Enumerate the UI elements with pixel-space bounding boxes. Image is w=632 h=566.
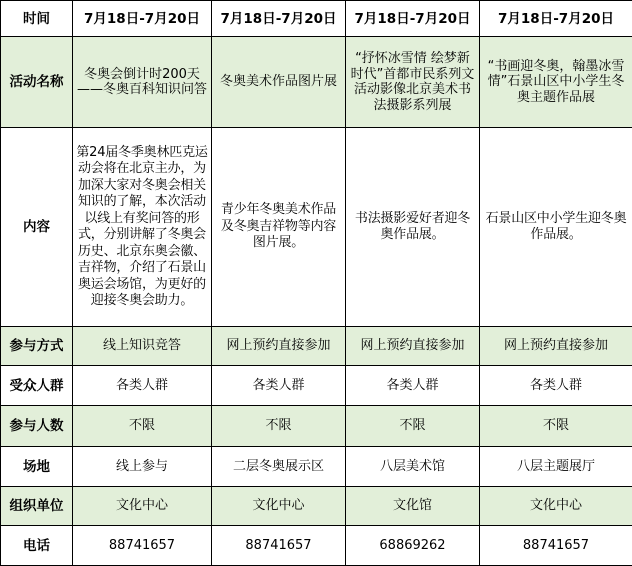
row-label: 电话 — [1, 526, 73, 566]
participation-row — [1, 327, 632, 366]
row-label: 组织单位 — [1, 487, 73, 526]
row-label: 场地 — [1, 447, 73, 487]
venue-cell: 八层美术馆 — [346, 447, 480, 487]
phone-cell: 88741657 — [480, 526, 632, 566]
audience-row — [1, 366, 632, 406]
audience-cell: 各类人群 — [480, 366, 632, 406]
row-label: 参与人数 — [1, 406, 73, 447]
date-header: 7月18日-7月20日 — [480, 1, 632, 37]
content-cell: 青少年冬奥美术作品及冬奥吉祥物等内容图片展。 — [212, 128, 346, 327]
time-header-label: 时间 — [1, 1, 73, 37]
content-cell: 石景山区中小学生迎冬奥作品展。 — [480, 128, 632, 327]
venue-cell: 线上参与 — [73, 447, 212, 487]
audience-cell: 各类人群 — [212, 366, 346, 406]
row-label: 受众人群 — [1, 366, 73, 406]
date-header: 7月18日-7月20日 — [73, 1, 212, 37]
organizer-cell: 文化中心 — [480, 487, 632, 526]
participation-cell: 网上预约直接参加 — [346, 327, 480, 366]
content-row — [1, 128, 632, 327]
date-header: 7月18日-7月20日 — [346, 1, 480, 37]
audience-cell: 各类人群 — [73, 366, 212, 406]
venue-row — [1, 447, 632, 487]
phone-row — [1, 526, 632, 566]
participant-count-cell: 不限 — [346, 406, 480, 447]
date-header: 7月18日-7月20日 — [212, 1, 346, 37]
activity-name-row — [1, 37, 632, 128]
phone-cell: 88741657 — [212, 526, 346, 566]
participant-count-cell: 不限 — [480, 406, 632, 447]
content-cell: 书法摄影爱好者迎冬奥作品展。 — [346, 128, 480, 327]
activity-name-cell: 冬奥美术作品图片展 — [212, 37, 346, 128]
content-cell: 第24届冬季奥林匹克运动会将在北京主办，为加深大家对冬奥会相关知识的了解，本次活动以线上有奖问答的形式，分别讲解了冬奥会历史、北京东奥会徽、吉祥物，介绍了石景山奥运会场馆，为更好的迎接冬奥会助力。 — [73, 128, 212, 327]
participation-cell: 网上预约直接参加 — [212, 327, 346, 366]
venue-cell: 八层主题展厅 — [480, 447, 632, 487]
participant-count-row — [1, 406, 632, 447]
phone-cell: 68869262 — [346, 526, 480, 566]
venue-cell: 二层冬奥展示区 — [212, 447, 346, 487]
organizer-cell: 文化中心 — [212, 487, 346, 526]
row-label: 内容 — [1, 128, 73, 327]
activity-name-cell: 冬奥会倒计时200天——冬奥百科知识问答 — [73, 37, 212, 128]
organizer-cell: 文化馆 — [346, 487, 480, 526]
organizer-cell: 文化中心 — [73, 487, 212, 526]
row-label: 活动名称 — [1, 37, 73, 128]
activity-name-cell: “抒怀冰雪情 绘梦新时代”首都市民系列文活动影像北京美术书法摄影系列展 — [346, 37, 480, 128]
audience-cell: 各类人群 — [346, 366, 480, 406]
participant-count-cell: 不限 — [212, 406, 346, 447]
participant-count-cell: 不限 — [73, 406, 212, 447]
phone-cell: 88741657 — [73, 526, 212, 566]
activity-name-cell: “书画迎冬奥，翰墨冰雪情”石景山区中小学生冬奥主题作品展 — [480, 37, 632, 128]
organizer-row — [1, 487, 632, 526]
header-row — [1, 1, 632, 37]
participation-cell: 线上知识竞答 — [73, 327, 212, 366]
participation-cell: 网上预约直接参加 — [480, 327, 632, 366]
row-label: 参与方式 — [1, 327, 73, 366]
